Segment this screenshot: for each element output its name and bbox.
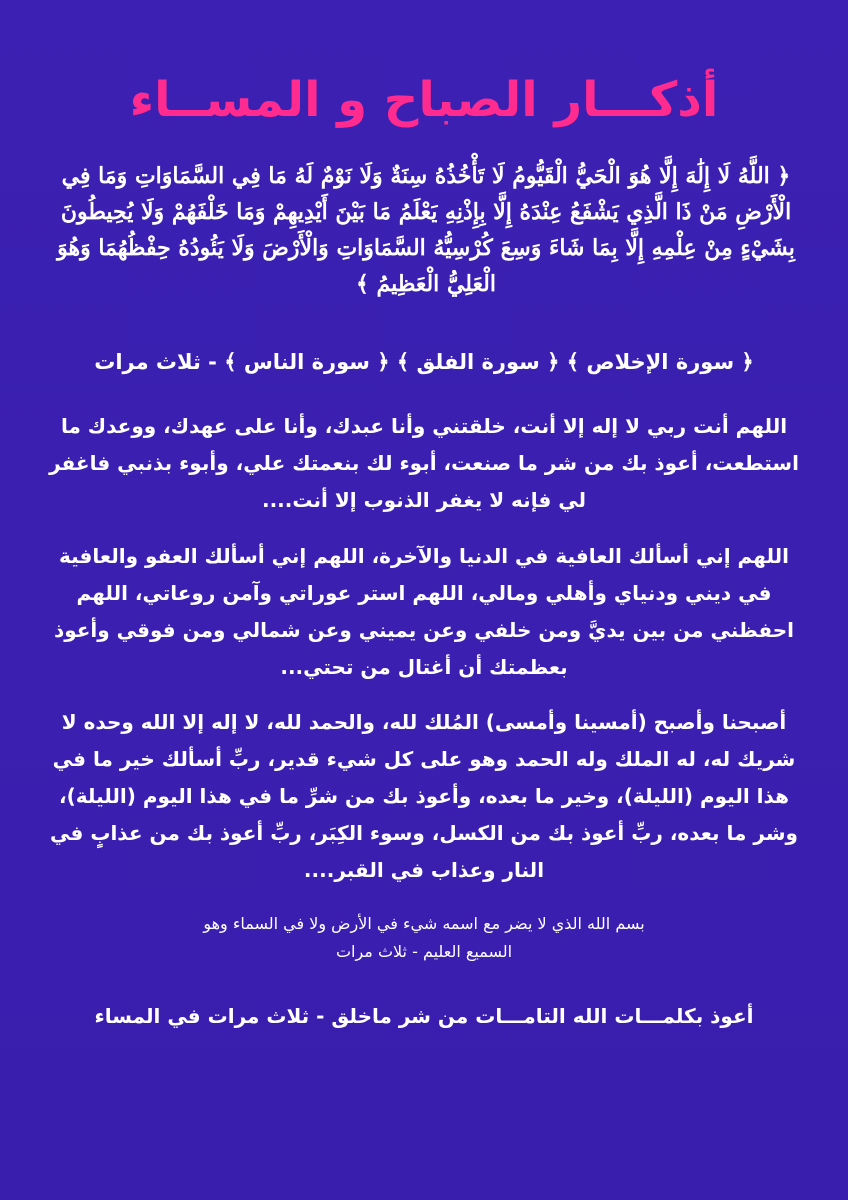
kalimat-dua: أعوذ بكلمـــات الله التامـــات من شر ماخلق - ثلاث مرات في المساء: [94, 1004, 754, 1028]
bismillah-line-1: بسم الله الذي لا يضر مع اسمه شيء في الأرض ولا في السماء وهو: [203, 914, 645, 933]
surahs-line: ﴿ سورة الإخلاص ﴾ ﴿ سورة الفلق ﴾ ﴿ سورة الناس ﴾ - ثلاث مرات: [94, 350, 754, 374]
ayat-al-kursi: ﴿ اللَّهُ لَا إِلَٰهَ إِلَّا هُوَ الْحَيُّ الْقَيُّومُ لَا تَأْخُذُهُ سِنَةٌ وَلَا نَوْمٌ لَهُ مَا فِي السَّمَاوَاتِ وَمَا فِي الْأَرْضِ مَنْ ذَا الَّذِي يَشْفَعُ عِنْدَهُ إِلَّا بِإِذْنِهِ يَعْلَمُ مَا بَيْنَ أَيْدِيهِمْ وَمَا خَلْفَهُمْ وَلَا يُحِيطُونَ بِشَيْءٍ مِنْ عِلْمِهِ إِلَّا بِمَا شَاءَ وَسِعَ كُرْسِيُّهُ السَّمَاوَاتِ وَالْأَرْضَ وَلَا يَئُودُهُ حِفْظُهُمَا وَهُوَ الْعَلِيُّ الْعَظِيمُ ﴾: [57, 163, 795, 297]
bismillah-dua: [100, 910, 748, 966]
afiya-dua: اللهم إني أسألك العافية في الدنيا والآخرة، اللهم إني أسألك العفو والعافية في ديني ودنياي وأهلي ومالي، اللهم استر عوراتي وآمن روعاتي، اللهم احفظني من بين يديَّ ومن خلفي وعن يميني وعن شمالي ومن فوقي وأعوذ بعظمتك أن أغتال من تحتي...: [53, 544, 795, 679]
bismillah-line-2: السميع العليم - ثلاث مرات: [335, 942, 513, 961]
asbahna-dua: أصبحنا وأصبح (أمسينا وأمسى) المُلك لله، والحمد لله، لا إله إلا الله وحده لا شريك له، له الملك وله الحمد وهو على كل شيء قدير، ربِّ أسألك خير ما في هذا اليوم (الليلة)، وخير ما بعده، وأعوذ بك من شرِّ ما في هذا اليوم (الليلة)، وشر ما بعده، ربِّ أعوذ بك من الكسل، وسوء الكِبَر، ربِّ أعوذ بك من عذابٍ في النار وعذاب في القبر....: [50, 710, 798, 882]
sayyid-al-istighfar: اللهم أنت ربي لا إله إلا أنت، خلقتني وأنا عبدك، وأنا على عهدك، ووعدك ما استطعت، أعوذ بك من شر ما صنعت، أبوء لك بنعمتك علي، وأبوء بذنبي فاغفر لي فإنه لا يغفر الذنوب إلا أنت....: [49, 414, 799, 512]
page-title: أذكـــار الصباح و المســاء: [129, 72, 719, 128]
